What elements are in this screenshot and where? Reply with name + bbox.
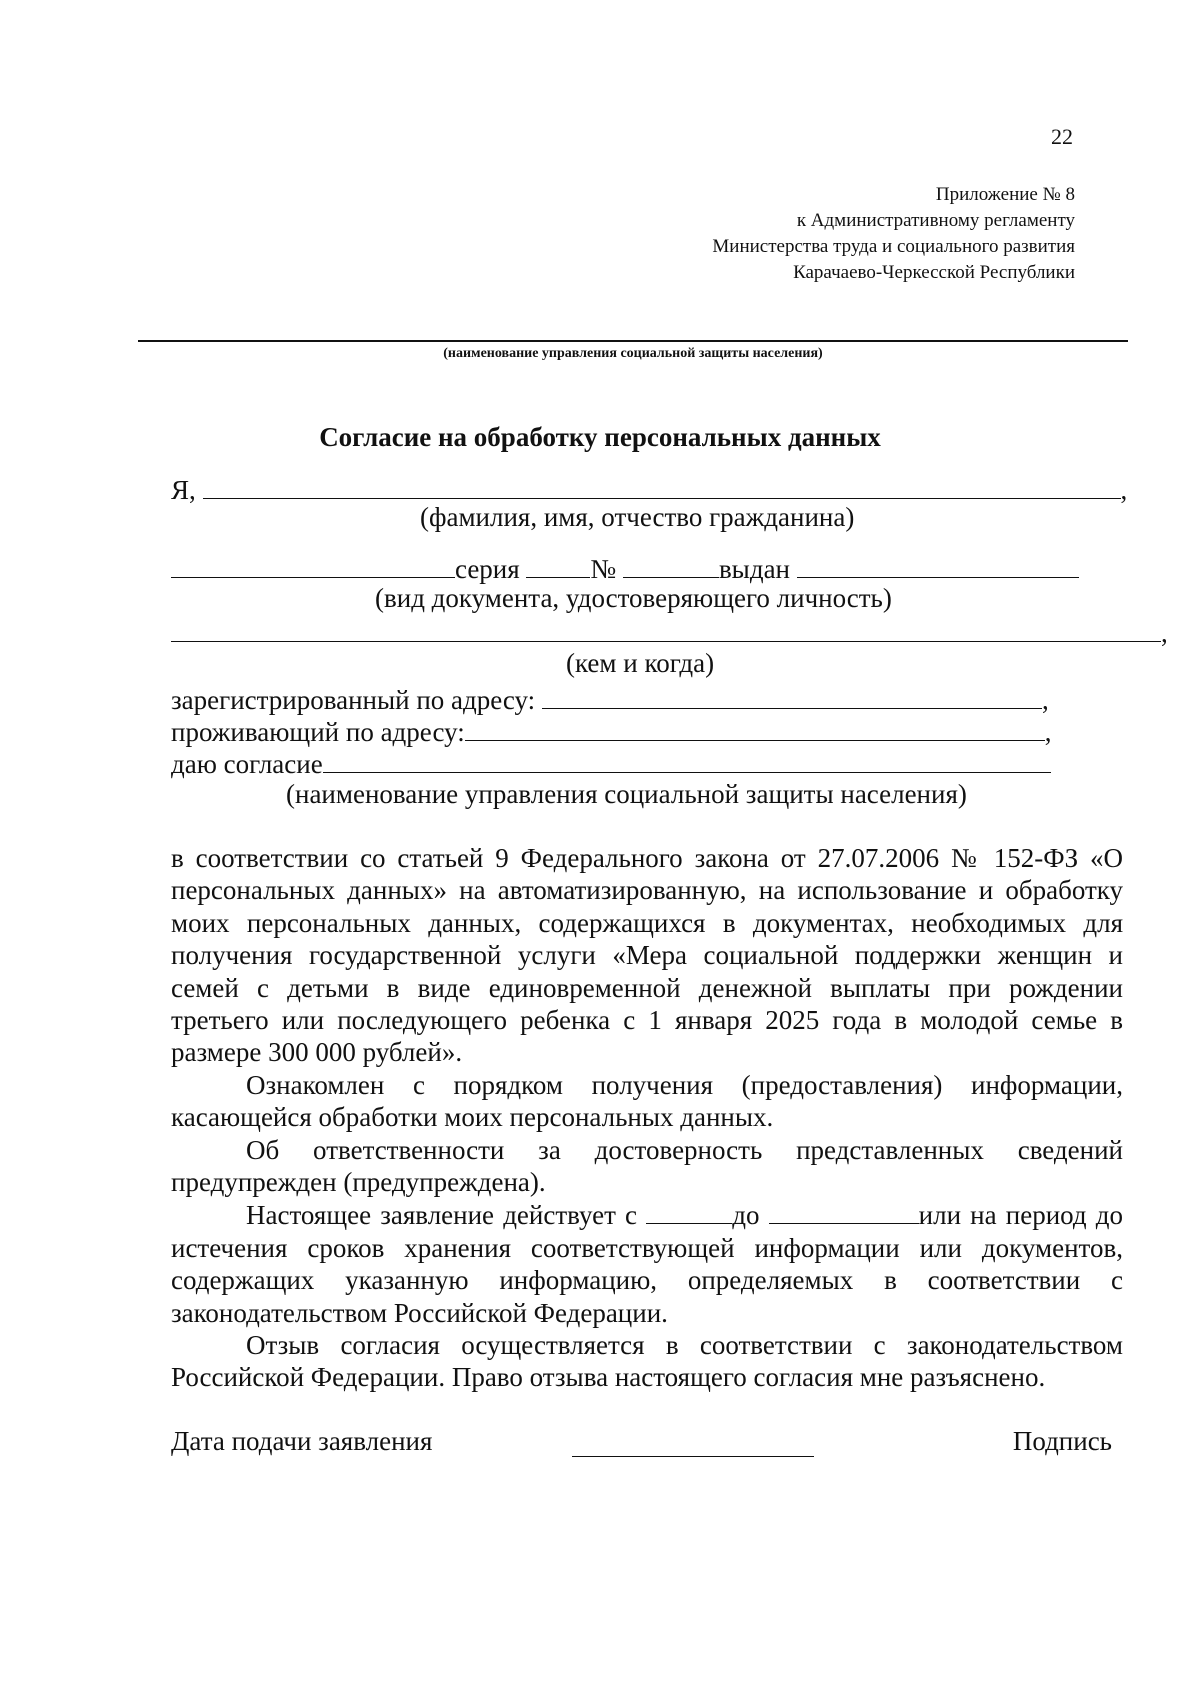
p4-until: до — [732, 1200, 760, 1231]
p4-rest: или на период до истечения сроков хранения соответствующей информации или документов, содержащих указанную информацию, определяемых в соответствии с законодательством Российской Федерации. — [171, 1200, 1124, 1328]
document-row — [171, 552, 1079, 585]
living-blank — [465, 715, 1045, 741]
signature-blank — [572, 1456, 814, 1457]
p4-start: Настоящее заявление действует с — [246, 1200, 638, 1231]
issued-by-comma: , — [1161, 617, 1168, 648]
doc-caption: (вид документа, удостоверяющего личность) — [375, 583, 892, 613]
valid-from-blank — [646, 1198, 732, 1224]
consent-row — [171, 747, 1051, 780]
consent-blank — [323, 747, 1051, 773]
number-blank — [623, 552, 719, 578]
issued-by-row — [171, 616, 1168, 649]
registered-comma: , — [1041, 684, 1049, 715]
issued-by-blank — [171, 616, 1161, 642]
living-row — [171, 715, 1051, 748]
doc-type-blank — [171, 552, 455, 578]
fio-blank — [203, 473, 1121, 499]
i-prefix: Я, — [171, 474, 196, 505]
paragraph-5: Отзыв согласия осуществляется в соответствии с законодательством Российской Федерации. Право отзыва настоящего согласия мне разъяснено. — [171, 1329, 1123, 1393]
appendix-line-1: Приложение № 8 — [935, 184, 1075, 205]
issued-label: выдан — [718, 553, 790, 584]
living-label: проживающий по адресу: — [171, 716, 465, 747]
registered-label: зарегистрированный по адресу: — [171, 684, 536, 715]
valid-until-blank — [769, 1198, 919, 1224]
date-label: Дата подачи заявления — [171, 1426, 433, 1456]
org-caption: (наименование управления социальной защиты населения) — [286, 779, 967, 809]
series-blank — [526, 552, 590, 578]
appendix-line-4: Карачаево-Черкесской Республики — [793, 262, 1075, 283]
number-label: № — [590, 553, 617, 584]
registered-blank — [542, 683, 1042, 709]
consent-label: даю согласие — [171, 748, 323, 779]
series-label: серия — [455, 553, 520, 584]
fio-comma: , — [1120, 474, 1128, 505]
paragraph-3: Об ответственности за достоверность представленных сведений предупрежден (предупреждена). — [171, 1134, 1123, 1198]
registered-row — [171, 683, 1049, 716]
appendix-line-2: к Административному регламенту — [796, 210, 1075, 231]
paragraph-2: Ознакомлен с порядком получения (предоставления) информации, касающейся обработки моих персональных данных. — [171, 1069, 1123, 1133]
signature-label: Подпись — [1012, 1426, 1112, 1456]
appendix-line-3: Министерства труда и социального развития — [712, 236, 1075, 257]
body-text — [171, 842, 1123, 1394]
issued-by-caption: (кем и когда) — [566, 648, 715, 678]
department-line — [138, 340, 1128, 342]
page-number: 22 — [1051, 124, 1073, 149]
living-comma: , — [1044, 716, 1052, 747]
paragraph-4 — [171, 1198, 1123, 1328]
document-title: Согласие на обработку персональных данных — [319, 422, 881, 452]
department-caption: (наименование управления социальной защиты населения) — [443, 346, 823, 361]
paragraph-1: в соответствии со статьей 9 Федерального закона от 27.07.2006 № 152-ФЗ «О персональных данных» на автоматизированную, на использование и обработку моих персональных данных, содержащихся в документах, необходимых для получения государственной услуги «Мера социальной поддержки женщин и семей с детьми в виде единовременной денежной выплаты при рождении третьего или последующего ребенка с 1 января 2025 года в молодой семье в размере 300 000 рублей». — [171, 843, 1123, 1068]
fio-row — [171, 473, 1127, 506]
fio-caption: (фамилия, имя, отчество гражданина) — [420, 502, 855, 532]
issued-blank — [797, 552, 1079, 578]
